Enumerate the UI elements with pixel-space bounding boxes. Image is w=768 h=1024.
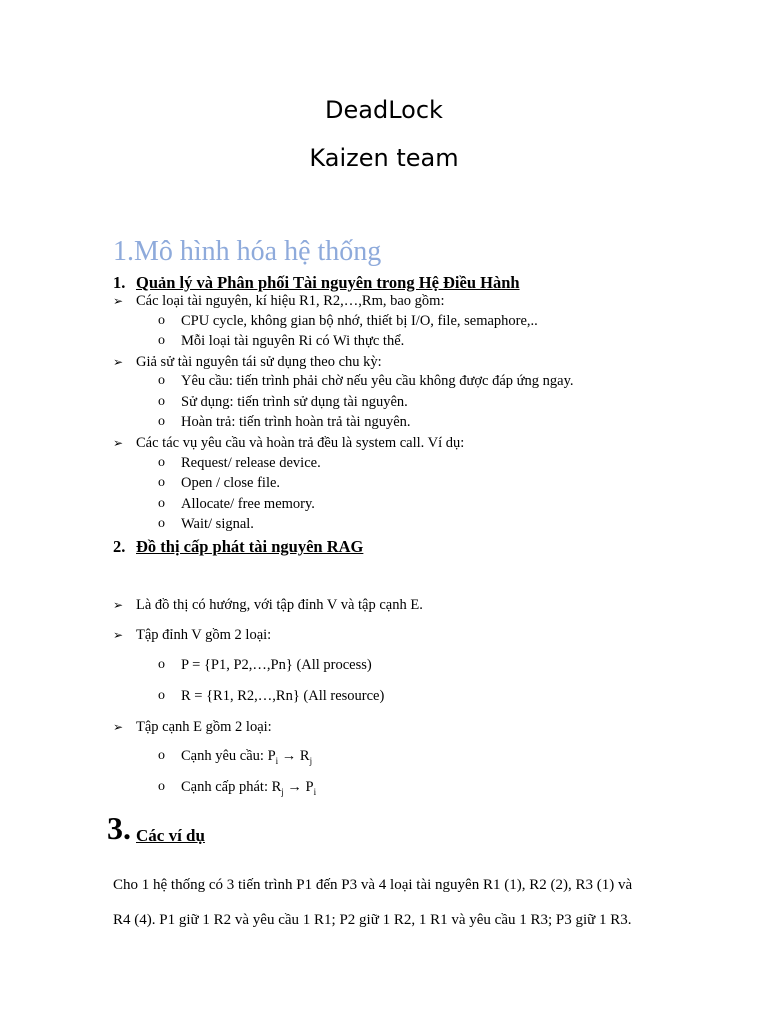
arrow-right-icon: → xyxy=(287,779,302,795)
bullet-text: Là đồ thị có hướng, với tập đỉnh V và tập cạnh E. xyxy=(136,597,423,613)
circle-bullet-icon: o xyxy=(158,394,165,409)
circle-bullet-icon: o xyxy=(158,414,165,429)
section-number-large: 3. xyxy=(107,810,131,846)
subsection-number: 1. xyxy=(113,273,126,292)
arrow-bullet-icon: ➢ xyxy=(113,598,124,612)
doc-title: DeadLock xyxy=(325,96,443,124)
circle-bullet-icon: o xyxy=(158,688,165,703)
sub-bullet-text: CPU cycle, không gian bộ nhớ, thiết bị I/O, file, semaphore,.. xyxy=(181,313,538,329)
circle-bullet-icon: o xyxy=(158,475,165,490)
circle-bullet-icon: o xyxy=(158,333,165,348)
edge-allocation-label: Cạnh cấp phát: R xyxy=(181,779,282,795)
bullet-text: Tập cạnh E gồm 2 loại: xyxy=(136,719,272,735)
edge-request-text xyxy=(181,748,312,766)
bullet-text: Các tác vụ yêu cầu và hoàn trả đều là system call. Ví dụ: xyxy=(136,435,465,451)
edge-target: R xyxy=(299,748,310,764)
sub-bullet-text: Request/ release device. xyxy=(181,455,321,471)
subscript: i xyxy=(313,786,317,797)
subscript: j xyxy=(309,755,313,766)
arrow-right-icon: → xyxy=(281,748,297,764)
subscript: i xyxy=(275,755,279,766)
sub-bullet-text: Wait/ signal. xyxy=(181,516,254,532)
bullet-text: Các loại tài nguyên, kí hiệu R1, R2,…,Rm, bao gồm: xyxy=(136,293,445,309)
arrow-bullet-icon: ➢ xyxy=(113,436,124,450)
sub-bullet-text: Sử dụng: tiến trình sử dụng tài nguyên. xyxy=(181,394,408,410)
circle-bullet-icon: o xyxy=(158,455,165,470)
arrow-bullet-icon: ➢ xyxy=(113,355,124,369)
sub-bullet-text: R = {R1, R2,…,Rn} (All resource) xyxy=(181,688,385,704)
subsection-title: Các ví dụ xyxy=(136,826,205,845)
bullet-text: Giả sử tài nguyên tái sử dụng theo chu kỳ: xyxy=(136,354,382,370)
sub-bullet-text: Allocate/ free memory. xyxy=(181,496,315,512)
sub-bullet-text: Yêu cầu: tiến trình phải chờ nếu yêu cầu không được đáp ứng ngay. xyxy=(181,373,574,389)
circle-bullet-icon: o xyxy=(158,373,165,388)
circle-bullet-icon: o xyxy=(158,313,165,328)
circle-bullet-icon: o xyxy=(158,779,165,794)
bullet-text: Tập đỉnh V gồm 2 loại: xyxy=(136,627,272,643)
circle-bullet-icon: o xyxy=(158,516,165,531)
sub-bullet-text: Open / close file. xyxy=(181,475,281,491)
edge-allocation-text xyxy=(181,779,316,797)
subsection-title: Đồ thị cấp phát tài nguyên RAG xyxy=(136,537,364,556)
section-heading: 1.Mô hình hóa hệ thống xyxy=(113,236,382,267)
arrow-bullet-icon: ➢ xyxy=(113,720,124,734)
circle-bullet-icon: o xyxy=(158,657,165,672)
edge-target: P xyxy=(305,779,314,795)
circle-bullet-icon: o xyxy=(158,748,165,763)
sub-bullet-text: P = {P1, P2,…,Pn} (All process) xyxy=(181,657,372,673)
edge-request-label: Cạnh yêu cầu: P xyxy=(181,748,276,764)
subsection-title: Quản lý và Phân phối Tài nguyên trong Hệ Điều Hành xyxy=(136,273,520,292)
subsection-heading-2 xyxy=(113,537,713,559)
sub-bullet-text: Hoàn trả: tiến trình hoàn trả tài nguyên. xyxy=(181,414,411,430)
circle-bullet-icon: o xyxy=(158,496,165,511)
paragraph-line: Cho 1 hệ thống có 3 tiến trình P1 đến P3 và 4 loại tài nguyên R1 (1), R2 (2), R3 (1) và xyxy=(113,877,633,893)
sub-bullet-text: Mỗi loại tài nguyên Ri có Wi thực thể. xyxy=(181,333,405,349)
doc-subtitle: Kaizen team xyxy=(309,144,459,172)
arrow-bullet-icon: ➢ xyxy=(113,628,124,642)
subscript: j xyxy=(281,786,284,797)
arrow-bullet-icon: ➢ xyxy=(113,294,124,308)
subsection-heading-1 xyxy=(113,273,713,295)
subsection-number: 2. xyxy=(113,537,126,556)
paragraph-line: R4 (4). P1 giữ 1 R2 và yêu cầu 1 R1; P2 giữ 1 R2, 1 R1 và yêu cầu 1 R3; P3 giữ 1 R3. xyxy=(113,912,632,928)
